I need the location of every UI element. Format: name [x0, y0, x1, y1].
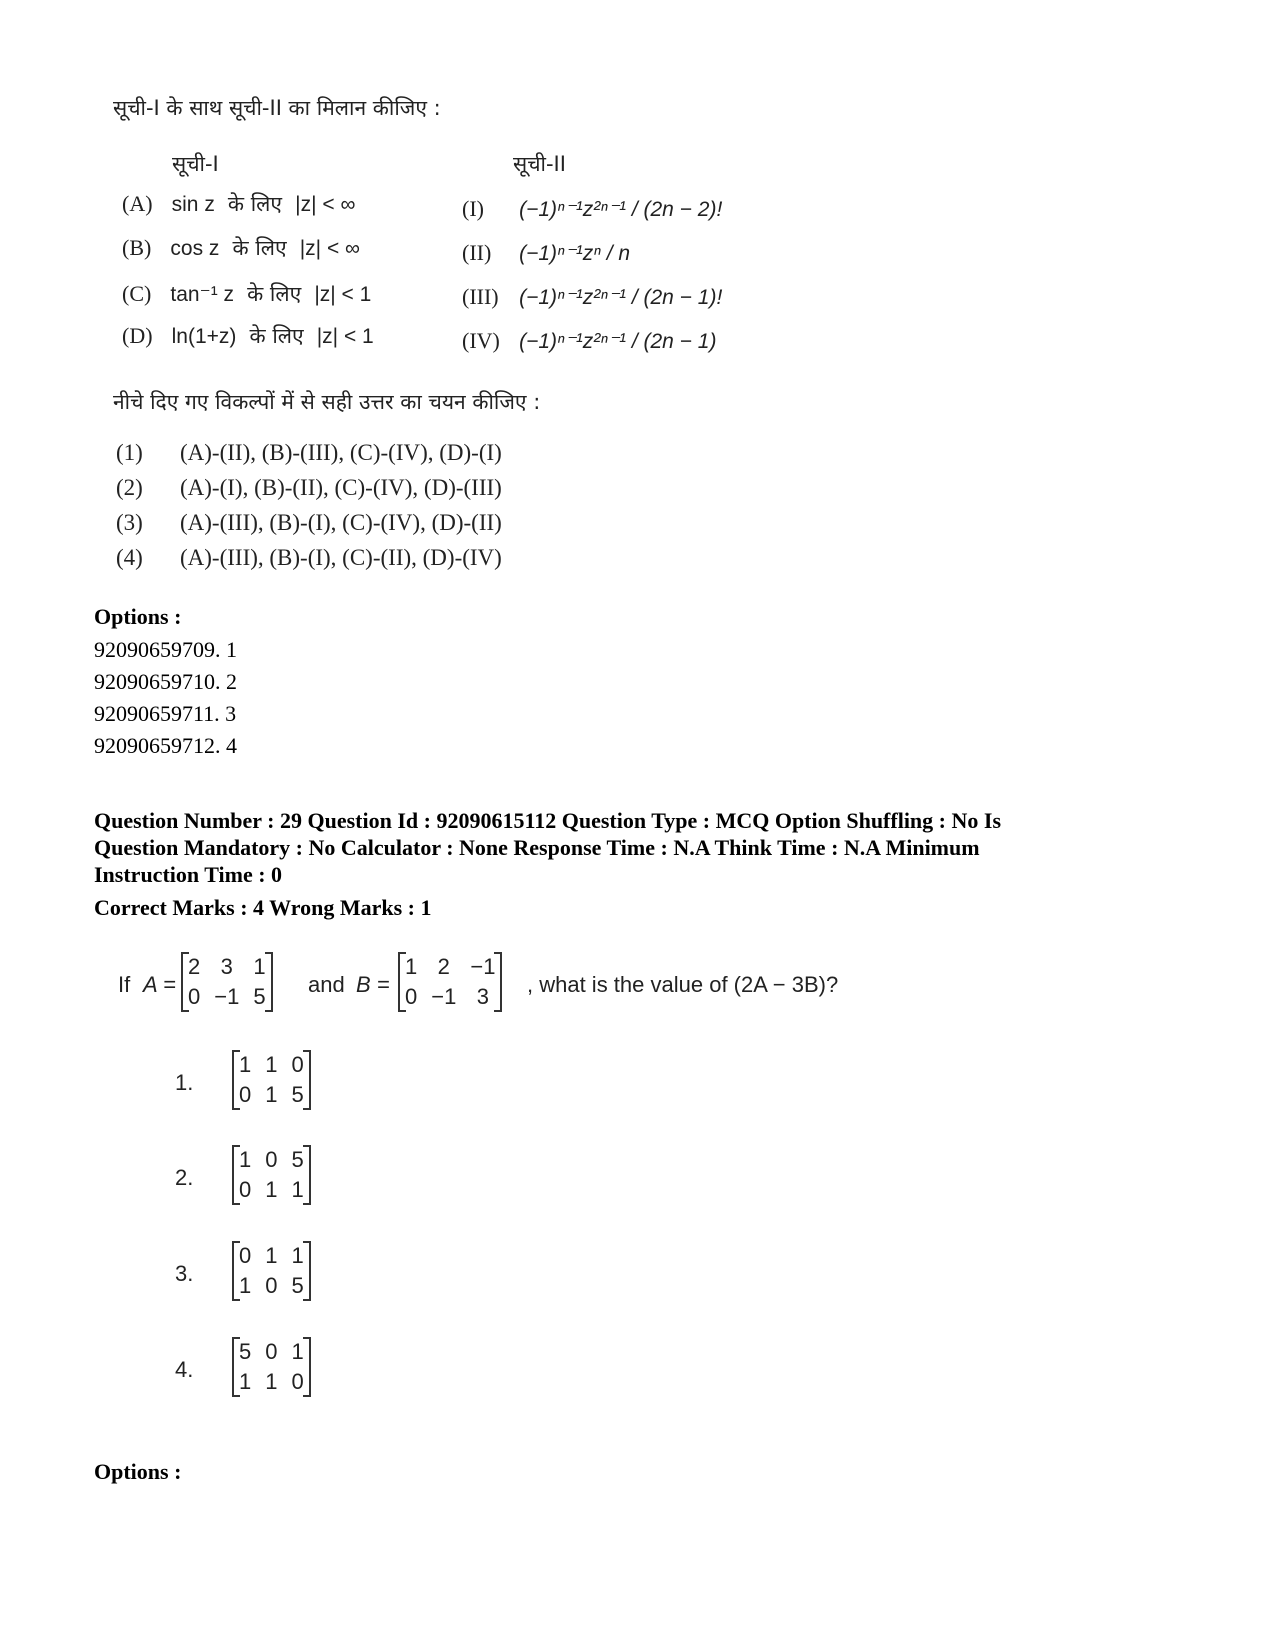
choice-row [116, 440, 502, 466]
matrix-cell: 0 [265, 1339, 278, 1364]
answer-number: 2. [175, 1165, 194, 1190]
bracket-left [232, 1337, 240, 1397]
list1-row-a [122, 190, 355, 218]
bracket-right [303, 1337, 311, 1397]
q28-instruction: सूची-I के साथ सूची-II का मिलान कीजिए : [113, 96, 441, 120]
list1-cond: |z| < ∞ [295, 193, 356, 216]
list2-row-iii [462, 284, 722, 310]
q29-meta-line-3: Instruction Time : 0 [94, 862, 283, 887]
matrix-cell: 1 [253, 954, 266, 979]
matrix-cell: 1 [239, 1369, 252, 1394]
list2-expr: (−1)ⁿ⁻¹z²ⁿ⁻¹ / (2n − 1)! [519, 286, 723, 309]
matrix-cell: −1 [470, 954, 496, 979]
matrix-cell: 0 [239, 1243, 252, 1268]
matrix-cell: 5 [291, 1273, 304, 1298]
list2-row-ii [462, 240, 630, 266]
list1-func: ln(1+z) [171, 325, 237, 348]
list2-label: (I) [462, 196, 484, 221]
matrix-cell: 1 [265, 1369, 278, 1394]
matrix-cell: 3 [220, 954, 233, 979]
stem-tail: , what is the value of (2A − 3B)? [527, 972, 839, 997]
q29-marks: Correct Marks : 4 Wrong Marks : 1 [94, 895, 432, 920]
option-line: 92090659712. 4 [94, 733, 237, 758]
list1-cond-word: के लिए [227, 192, 283, 216]
matrix-cell: 1 [239, 1147, 252, 1172]
matrix-cell: 5 [253, 984, 266, 1009]
answer-matrix-4 [232, 1337, 311, 1397]
choice-number: (1) [116, 440, 143, 465]
list1-func: cos z [170, 237, 220, 260]
matrix-cell: 0 [291, 1369, 304, 1394]
matrix-cell: 1 [265, 1052, 278, 1077]
matrix-cell: 1 [405, 954, 418, 979]
choice-text: (A)-(II), (B)-(III), (C)-(IV), (D)-(I) [180, 440, 502, 465]
bracket-left [232, 1050, 240, 1110]
bracket-left [398, 952, 406, 1012]
matrix-cell: 1 [291, 1243, 304, 1268]
choice-number: (3) [116, 510, 143, 535]
matrix-cell: 0 [405, 984, 418, 1009]
list1-label: (D) [122, 323, 153, 348]
q29-options-heading: Options : [94, 1459, 182, 1484]
matrix-cell: 1 [291, 1339, 304, 1364]
list1-label: (A) [122, 191, 153, 216]
matrix-cell: 0 [265, 1273, 278, 1298]
matrix-cell: 3 [476, 984, 490, 1009]
list1-cond: |z| < 1 [314, 283, 372, 306]
option-line: 92090659710. 2 [94, 669, 237, 694]
choice-row [116, 545, 502, 571]
list2-expr: (−1)ⁿ⁻¹z²ⁿ⁻¹ / (2n − 1) [519, 330, 717, 353]
list2-label: (IV) [462, 328, 500, 353]
list2-expr: (−1)ⁿ⁻¹z²ⁿ⁻¹ / (2n − 2)! [519, 198, 723, 221]
matrix-cell: 2 [188, 954, 201, 979]
answer-matrix-3 [232, 1241, 311, 1301]
choice-row [116, 510, 502, 536]
matrix-a [181, 952, 273, 1012]
list2-row-i [462, 196, 722, 222]
q29-meta-line-1: Question Number : 29 Question Id : 92090615112 Question Type : MCQ Option Shuffling : No Is [94, 808, 1002, 833]
matrix-b [398, 952, 502, 1012]
bracket-right [303, 1241, 311, 1301]
stem-a-label: A = [143, 972, 176, 997]
choice-text: (A)-(I), (B)-(II), (C)-(IV), (D)-(III) [180, 475, 502, 500]
option-line: 92090659711. 3 [94, 701, 237, 726]
list1-cond-word: के लिए [232, 236, 287, 260]
matrix-cell: 0 [291, 1052, 304, 1077]
choice-row [116, 475, 502, 501]
answer-number: 1. [175, 1070, 194, 1095]
list1-cond-word: के लिए [249, 324, 304, 348]
matrix-cell: 5 [291, 1082, 304, 1107]
matrix-cell: 1 [239, 1052, 252, 1077]
q28-options-heading: Options : [94, 604, 182, 629]
stem-and: and [308, 972, 345, 997]
matrix-cell: 1 [239, 1273, 252, 1298]
list2-row-iv [462, 328, 716, 354]
bracket-right [265, 952, 273, 1012]
list1-func: tan⁻¹ z [170, 283, 235, 306]
list1-cond-word: के लिए [247, 282, 302, 306]
matrix-cell: −1 [214, 984, 240, 1009]
matrix-cell: 5 [239, 1339, 252, 1364]
list1-func: sin z [171, 193, 215, 216]
answer-number: 3. [175, 1261, 194, 1286]
matrix-cell: 1 [265, 1177, 278, 1202]
list1-row-b [122, 234, 360, 262]
answer-number: 4. [175, 1357, 194, 1382]
list2-expr: (−1)ⁿ⁻¹zⁿ / n [519, 242, 631, 265]
matrix-cell: 0 [239, 1177, 252, 1202]
list2-label: (III) [462, 284, 499, 309]
matrix-cell: 0 [188, 984, 201, 1009]
bracket-right [303, 1050, 311, 1110]
matrix-cell: 0 [265, 1147, 278, 1172]
list1-label: (B) [122, 235, 152, 260]
matrix-cell: 2 [437, 954, 450, 979]
matrix-cell: −1 [431, 984, 457, 1009]
bracket-right [494, 952, 502, 1012]
q28-choose-text: नीचे दिए गए विकल्पों में से सही उत्तर का चयन कीजिए : [113, 390, 541, 414]
matrix-cell: 1 [291, 1177, 304, 1202]
matrix-cell: 1 [265, 1243, 278, 1268]
list2-heading: सूची-II [513, 152, 566, 176]
matrix-cell: 0 [239, 1082, 252, 1107]
list1-cond: |z| < ∞ [299, 237, 361, 260]
choice-text: (A)-(III), (B)-(I), (C)-(II), (D)-(IV) [180, 545, 502, 570]
choice-number: (2) [116, 475, 143, 500]
bracket-left [232, 1145, 240, 1205]
stem-b-label: B = [356, 972, 390, 997]
choice-text: (A)-(III), (B)-(I), (C)-(IV), (D)-(II) [180, 510, 502, 535]
bracket-right [303, 1145, 311, 1205]
choice-number: (4) [116, 545, 143, 570]
bracket-left [181, 952, 189, 1012]
bracket-left [232, 1241, 240, 1301]
matrix-cell: 5 [291, 1147, 304, 1172]
list1-row-c [122, 280, 371, 308]
answer-matrix-2 [232, 1145, 311, 1205]
option-line: 92090659709. 1 [94, 637, 237, 662]
matrix-cell: 1 [265, 1082, 278, 1107]
answer-matrix-1 [232, 1050, 311, 1110]
list1-cond: |z| < 1 [316, 325, 374, 348]
q29-meta-line-2: Question Mandatory : No Calculator : None Response Time : N.A Think Time : N.A Minimum [94, 835, 980, 860]
list1-row-d [122, 322, 374, 350]
list1-label: (C) [122, 281, 152, 306]
stem-if: If [118, 972, 131, 997]
list1-heading: सूची-I [172, 152, 219, 176]
list2-label: (II) [462, 240, 492, 265]
